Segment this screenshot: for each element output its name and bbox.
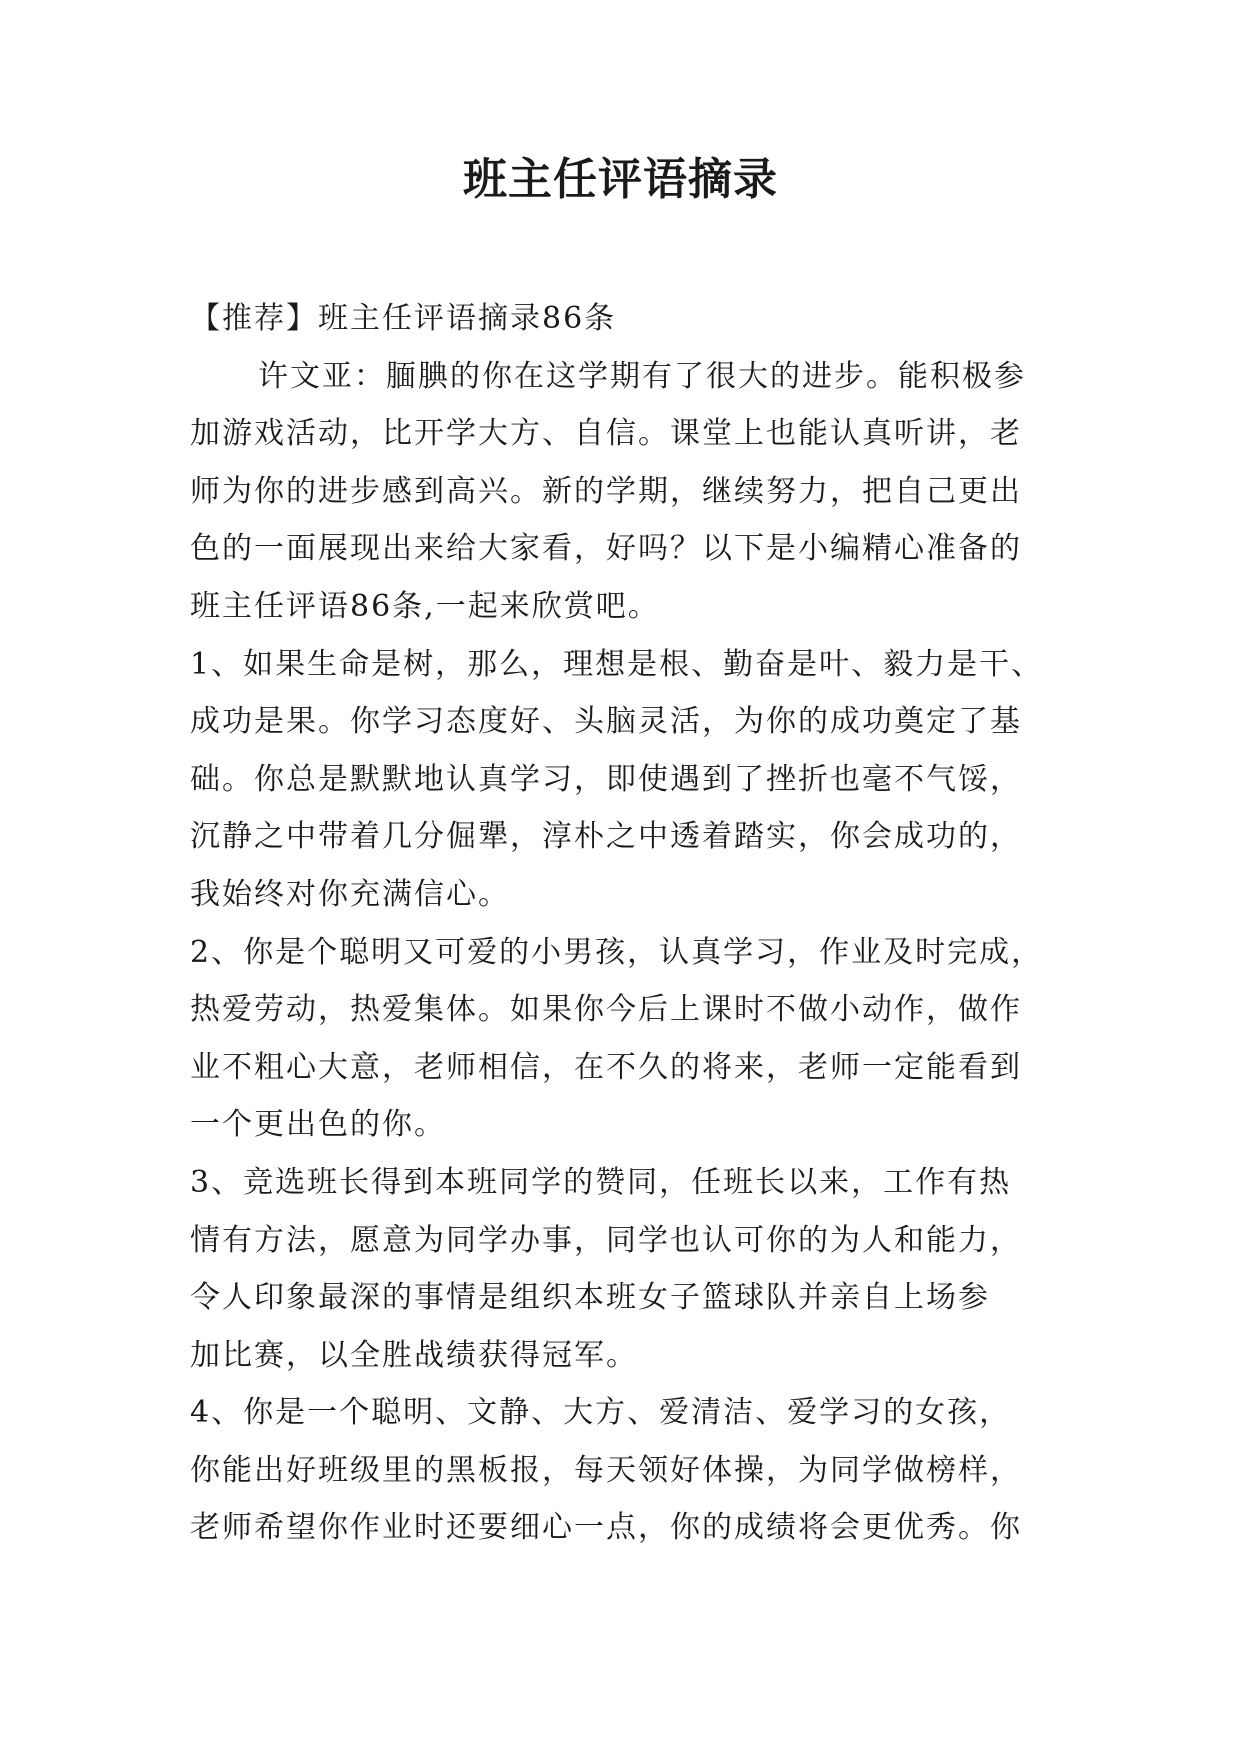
body-line: 色的一面展现出来给大家看，好吗？以下是小编精心准备的	[190, 531, 1022, 567]
body-line: 你能出好班级里的黑板报，每天领好体操，为同学做榜样，	[190, 1452, 1022, 1488]
body-line: 一个更出色的你。	[190, 1107, 446, 1143]
body-line: 成功是果。你学习态度好、头脑灵活，为你的成功奠定了基	[190, 704, 1022, 740]
body-line: 4、你是一个聪明、文静、大方、爱清洁、爱学习的女孩，	[190, 1395, 1012, 1431]
body-line: 许文亚：腼腆的你在这学期有了很大的进步。能积极参	[258, 358, 1026, 394]
body-line: 令人印象最深的事情是组织本班女子篮球队并亲自上场参	[190, 1280, 990, 1316]
body-line: 1、如果生命是树，那么，理想是根、勤奋是叶、毅力是干、	[190, 646, 1044, 682]
body-line: 业不粗心大意，老师相信，在不久的将来，老师一定能看到	[190, 1049, 1022, 1085]
body-line: 2、你是个聪明又可爱的小男孩，认真学习，作业及时完成，	[190, 934, 1044, 970]
document-body	[190, 290, 1070, 1557]
document-title: 班主任评语摘录	[463, 154, 778, 205]
body-line: 老师希望你作业时还要细心一点，你的成绩将会更优秀。你	[190, 1510, 1022, 1546]
body-line: 础。你总是默默地认真学习，即使遇到了挫折也毫不气馁，	[190, 761, 1022, 797]
body-line: 班主任评语86条,一起来欣赏吧。	[190, 588, 660, 624]
body-line: 加比赛，以全胜战绩获得冠军。	[190, 1337, 638, 1373]
body-line: 【推荐】班主任评语摘录86条	[190, 301, 617, 336]
body-line: 3、竞选班长得到本班同学的赞同，任班长以来，工作有热	[190, 1164, 1012, 1200]
body-line: 加游戏活动，比开学大方、自信。课堂上也能认真听讲，老	[190, 416, 1022, 452]
body-line: 师为你的进步感到高兴。新的学期，继续努力，把自己更出	[190, 473, 1022, 509]
body-line: 我始终对你充满信心。	[190, 876, 510, 912]
body-line: 情有方法，愿意为同学办事，同学也认可你的为人和能力，	[190, 1222, 1022, 1258]
body-line: 热爱劳动，热爱集体。如果你今后上课时不做小动作，做作	[190, 992, 1022, 1028]
body-line: 沉静之中带着几分倔犟，淳朴之中透着踏实，你会成功的，	[190, 819, 1022, 855]
